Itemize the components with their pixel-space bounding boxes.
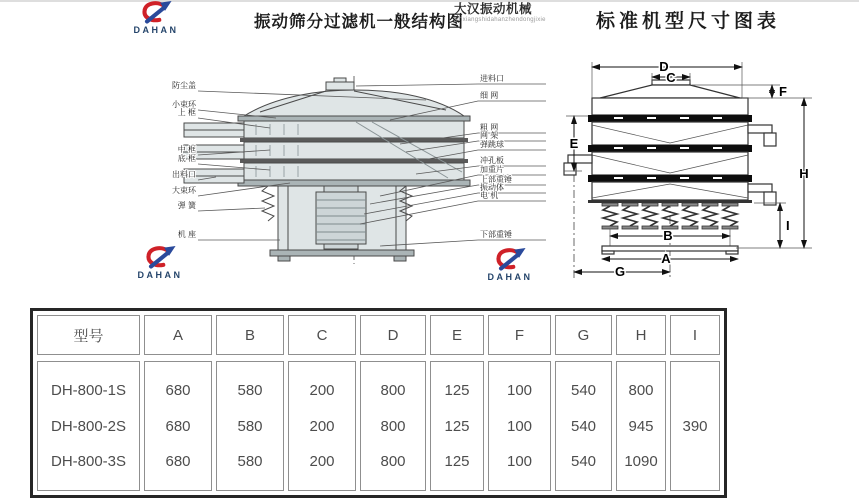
part-label: 机 座 bbox=[177, 230, 196, 239]
table-col-E bbox=[430, 361, 484, 491]
value-cell: 800 bbox=[628, 381, 654, 399]
part-label: 粗 网 bbox=[480, 123, 499, 132]
value-cell: 100 bbox=[506, 453, 533, 471]
dimension-machine bbox=[564, 72, 776, 280]
machine-drawing bbox=[182, 76, 470, 264]
value-cell: 125 bbox=[444, 417, 470, 435]
table-header-A: A bbox=[144, 315, 212, 355]
structure-diagram-title: 振动筛分过滤机一般结构图 bbox=[254, 13, 464, 31]
value-cell: 200 bbox=[309, 453, 335, 471]
value-cell: 540 bbox=[570, 381, 597, 399]
value-cell: 200 bbox=[309, 381, 335, 399]
value-cell-merged: 390 bbox=[682, 417, 708, 435]
dim-label-C: C bbox=[666, 70, 676, 85]
spec-table-body bbox=[37, 361, 720, 491]
table-col-D bbox=[360, 361, 426, 491]
table-col-G bbox=[555, 361, 612, 491]
part-label: 上 框 bbox=[177, 108, 196, 117]
brand-subtext: xinxiangshidahanzhendongjixie bbox=[454, 16, 546, 23]
dahan-swoosh-icon bbox=[492, 247, 528, 272]
table-col-A bbox=[144, 361, 212, 491]
value-cell: 125 bbox=[444, 453, 470, 471]
part-label: 上部重锤 bbox=[480, 175, 512, 184]
dim-label-H: H bbox=[799, 166, 809, 181]
value-cell: 1090 bbox=[624, 453, 658, 471]
dim-label-E: E bbox=[569, 136, 579, 151]
table-col-B bbox=[216, 361, 284, 491]
model-cell: DH-800-3S bbox=[50, 453, 127, 471]
spec-table bbox=[30, 308, 727, 498]
dahan-logo-bottom-right bbox=[481, 247, 539, 282]
part-label: 进料口 bbox=[480, 74, 504, 83]
part-label: 小束环 bbox=[172, 100, 196, 109]
dahan-wordmark: DAHAN bbox=[133, 25, 179, 35]
dahan-logo-top bbox=[127, 0, 185, 35]
springs bbox=[602, 203, 738, 229]
dahan-wordmark: DAHAN bbox=[487, 272, 533, 282]
table-header-B: B bbox=[216, 315, 284, 355]
part-label: 电 机 bbox=[480, 191, 499, 200]
part-label: 加重片 bbox=[480, 165, 504, 174]
dimension-diagram bbox=[552, 50, 859, 295]
brand-block bbox=[454, 3, 544, 23]
table-header-E: E bbox=[430, 315, 484, 355]
dahan-swoosh-icon bbox=[142, 245, 178, 270]
part-label: 底 框 bbox=[177, 154, 196, 163]
table-col-C bbox=[288, 361, 356, 491]
dahan-logo-bottom-left bbox=[131, 245, 189, 280]
table-col-I bbox=[670, 361, 720, 491]
brand-name: 大汉振动机械 bbox=[454, 2, 533, 16]
part-label: 弹跳球 bbox=[480, 140, 504, 149]
table-header-H: H bbox=[616, 315, 666, 355]
part-label: 中 框 bbox=[177, 145, 196, 154]
value-cell: 945 bbox=[628, 417, 654, 435]
value-cell: 580 bbox=[237, 381, 263, 399]
dimension-chart-title: 标准机型尺寸图表 bbox=[596, 11, 781, 32]
dim-label-F: F bbox=[779, 84, 787, 99]
value-cell: 680 bbox=[165, 381, 191, 399]
table-header-F: F bbox=[488, 315, 551, 355]
dahan-wordmark: DAHAN bbox=[137, 270, 183, 280]
table-header-D: D bbox=[360, 315, 426, 355]
dahan-swoosh-icon bbox=[138, 0, 174, 25]
value-cell: 800 bbox=[380, 417, 406, 435]
value-cell: 680 bbox=[165, 453, 191, 471]
value-cell: 680 bbox=[165, 417, 191, 435]
dim-label-B: B bbox=[663, 228, 673, 243]
value-cell: 540 bbox=[570, 453, 597, 471]
value-cell: 200 bbox=[309, 417, 335, 435]
dim-label-G: G bbox=[614, 264, 626, 279]
model-cell: DH-800-1S bbox=[50, 381, 127, 399]
table-header-G: G bbox=[555, 315, 612, 355]
value-cell: 125 bbox=[444, 381, 470, 399]
value-cell: 580 bbox=[237, 453, 263, 471]
part-label: 冲孔板 bbox=[480, 156, 504, 165]
value-cell: 100 bbox=[506, 381, 533, 399]
table-header-model: 型号 bbox=[37, 315, 140, 355]
dim-label-A: A bbox=[661, 251, 671, 266]
part-label: 大束环 bbox=[172, 186, 196, 195]
part-label: 网 架 bbox=[480, 131, 499, 140]
part-label: 振动体 bbox=[480, 183, 504, 192]
model-cell: DH-800-2S bbox=[50, 417, 127, 435]
part-label: 出料口 bbox=[172, 170, 196, 179]
value-cell: 100 bbox=[506, 417, 533, 435]
table-col-F bbox=[488, 361, 551, 491]
table-header-I: I bbox=[670, 315, 720, 355]
table-header-C: C bbox=[288, 315, 356, 355]
part-label: 下部重锤 bbox=[480, 230, 512, 239]
part-label: 细 网 bbox=[480, 91, 499, 100]
value-cell: 800 bbox=[380, 453, 406, 471]
dim-label-I: I bbox=[786, 218, 790, 233]
part-label: 防尘盖 bbox=[172, 81, 196, 90]
spec-table-header bbox=[37, 315, 720, 355]
value-cell: 800 bbox=[380, 381, 406, 399]
value-cell: 540 bbox=[570, 417, 597, 435]
table-col-H bbox=[616, 361, 666, 491]
part-label: 弹 簧 bbox=[177, 201, 196, 210]
value-cell: 580 bbox=[237, 417, 263, 435]
table-col-model bbox=[37, 361, 140, 491]
dim-label-D: D bbox=[659, 59, 669, 74]
